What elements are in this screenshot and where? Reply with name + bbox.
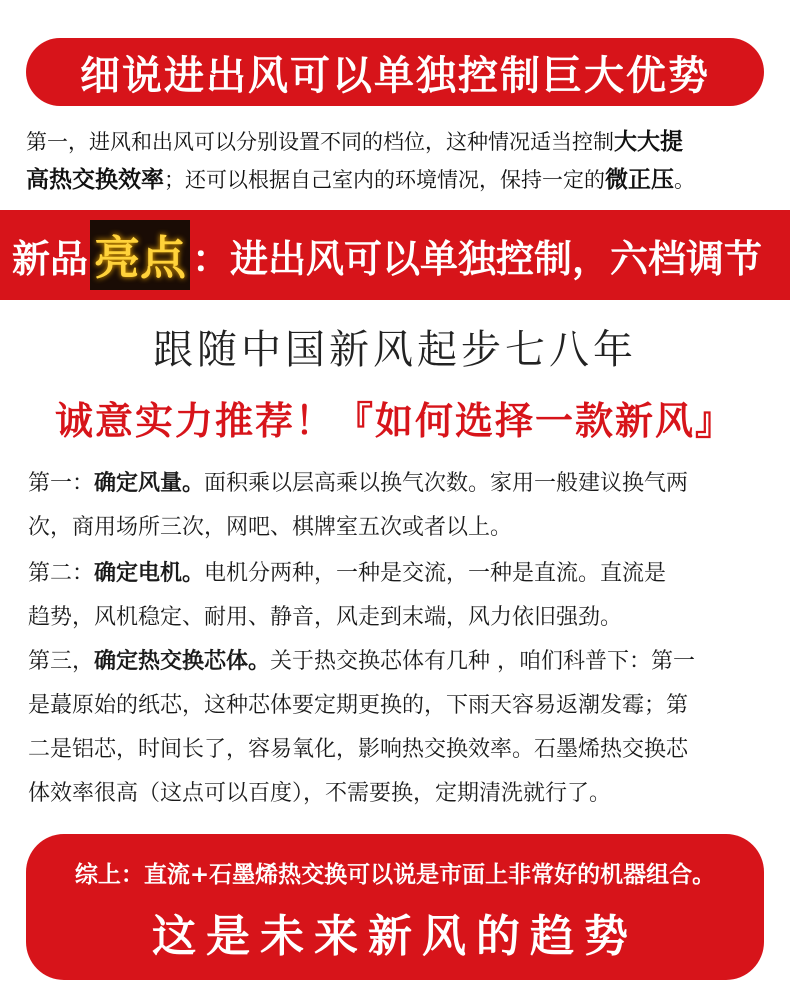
band-highlight: 亮点 bbox=[90, 220, 190, 290]
intro-line-1: 第一，进风和出风可以分别设置不同的档位，这种情况适当控制大大提 bbox=[26, 129, 683, 155]
subtitle: 跟随中国新风起步七八年 bbox=[153, 327, 637, 373]
intro-line-2: 高热交换效率；还可以根据自己室内的环境情况，保持一定的微正压。 bbox=[26, 167, 695, 193]
point-3-line-2: 是蕞原始的纸芯，这种芯体要定期更换的，下雨天容易返潮发霉；第 bbox=[28, 693, 689, 718]
trend-slogan: 这是未来新风的趋势 bbox=[152, 911, 638, 962]
point-2-line-1: 第二：确定电机。电机分两种，一种是交流，一种是直流。直流是 bbox=[28, 561, 667, 586]
point-2-title: 确定电机。 bbox=[94, 561, 205, 586]
summary-text: 综上：直流+石墨烯热交换可以说是市面上非常好的机器组合。 bbox=[74, 862, 716, 888]
recommend-heading: 诚意实力推荐！『如何选择一款新风』 bbox=[54, 399, 735, 443]
footer-banner bbox=[26, 834, 764, 980]
band-lead: 新品 bbox=[12, 236, 89, 281]
point-3-line-3: 二是铝芯，时间长了，容易氧化，影响热交换效率。石墨烯热交换芯 bbox=[28, 737, 689, 762]
feature-band bbox=[0, 210, 790, 300]
band-text: ：进出风可以单独控制，六档调节 bbox=[192, 236, 763, 281]
intro-emphasis-1: 大大提 bbox=[614, 129, 683, 155]
point-3-line-1: 第三，确定热交换芯体。关于热交换芯体有几种 ，咱们科普下：第一 bbox=[28, 649, 696, 674]
point-1-line-1: 第一：确定风量。面积乘以层高乘以换气次数。家用一般建议换气两 bbox=[28, 471, 689, 496]
intro-emphasis-2: 高热交换效率 bbox=[26, 167, 164, 193]
header-banner bbox=[26, 38, 764, 106]
point-1-line-2: 次，商用场所三次，网吧、棋牌室五次或者以上。 bbox=[28, 515, 513, 540]
intro-emphasis-3: 微正压 bbox=[605, 167, 674, 193]
header-title: 细说进出风可以单独控制巨大优势 bbox=[80, 52, 710, 99]
point-2-line-2: 趋势，风机稳定、耐用、静音，风走到末端，风力依旧强劲。 bbox=[28, 605, 623, 630]
point-3-line-4: 体效率很高（这点可以百度），不需要换，定期清洗就行了。 bbox=[28, 781, 612, 806]
point-1-title: 确定风量。 bbox=[94, 471, 205, 496]
point-3-title: 确定热交换芯体。 bbox=[94, 649, 271, 674]
